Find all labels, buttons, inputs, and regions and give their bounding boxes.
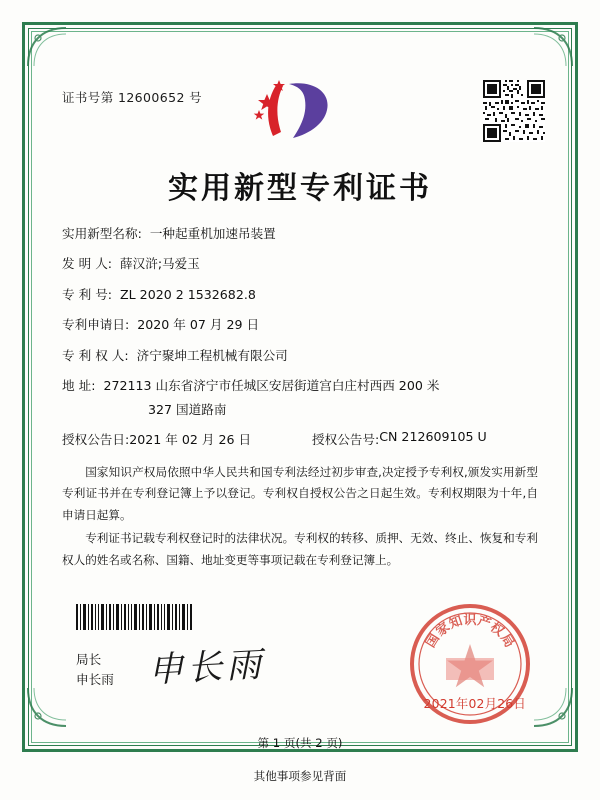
- corner-ornament-icon: [530, 684, 576, 730]
- field-value: 薛汉浒;马爱玉: [120, 256, 200, 272]
- director-label-line1: 局长: [76, 652, 102, 667]
- seal-date: 2021年02月26日: [423, 696, 526, 711]
- svg-text:局: 局: [497, 631, 517, 651]
- field-label: 实用新型名称:: [62, 226, 142, 241]
- director-signature: 申长雨: [147, 644, 267, 692]
- corner-ornament-icon: [530, 24, 576, 70]
- field-label: 授权公告日:: [62, 432, 130, 448]
- certificate-number: 证书号第 12600652 号: [62, 90, 203, 105]
- footnote: 其他事项参见背面: [253, 769, 347, 783]
- field-value: 272113 山东省济宁市任城区安居街道宫白庄村西西 200 米: [103, 377, 440, 393]
- legal-text-block: [62, 462, 538, 573]
- svg-text:国: 国: [423, 631, 443, 651]
- svg-text:产: 产: [475, 613, 493, 633]
- certificate-fields: [62, 225, 542, 460]
- address-continuation: 327 国道路南: [148, 402, 227, 418]
- barcode-icon: [76, 604, 194, 630]
- field-value: 2020 年 07 月 29 日: [137, 317, 260, 333]
- field-value: CN 212609105 U: [379, 429, 487, 445]
- field-label: 专利申请日:: [62, 317, 130, 333]
- field-row-utility-model-name: [62, 225, 542, 244]
- field-label: 专 利 号:: [62, 286, 113, 302]
- page-number: 第 1 页(共 2 页): [257, 736, 343, 750]
- field-label: 授权公告号:: [312, 432, 380, 448]
- director-label-line2: 申长雨: [76, 671, 114, 687]
- svg-text:识: 识: [463, 613, 477, 628]
- svg-text:家: 家: [433, 619, 453, 640]
- field-label: 发 明 人:: [62, 256, 113, 272]
- legal-paragraph: 国家知识产权局依照中华人民共和国专利法经过初步审查,决定授予专利权,颁发实用新型专利证书并在专利登记簿上予以登记。专利权自授权公告之日起生效。专利权期限为十年,自申请日起算。: [62, 465, 538, 522]
- field-grant-date: [62, 429, 312, 448]
- field-row-patent-number: [62, 286, 542, 305]
- field-value: ZL 2020 2 1532682.8: [120, 286, 256, 302]
- page-title: 实用新型专利证书: [168, 171, 432, 206]
- corner-ornament-icon: [24, 684, 70, 730]
- svg-text:知: 知: [447, 613, 465, 633]
- field-row-application-date: [62, 316, 542, 335]
- field-grant-number: [312, 429, 487, 448]
- field-row-address: [62, 377, 542, 396]
- field-row-patentee: [62, 347, 542, 366]
- field-value: 2021 年 02 月 26 日: [129, 432, 252, 448]
- field-value: 济宁聚坤工程机械有限公司: [136, 347, 288, 363]
- field-value: 一种起重机加速吊装置: [149, 226, 276, 241]
- svg-text:权: 权: [487, 619, 507, 640]
- qr-code-icon: [483, 80, 545, 146]
- field-label: 地 址:: [62, 377, 96, 393]
- cnipa-logo-icon: [243, 76, 339, 142]
- legal-paragraph: 专利证书记载专利权登记时的法律状况。专利权的转移、质押、无效、终止、恢复和专利权人的姓名或名称、国籍、地址变更等事项记载在专利登记簿上。: [62, 531, 538, 567]
- field-row-inventor: [62, 255, 542, 274]
- director-label-block: [76, 650, 114, 689]
- field-row-grant-info: [62, 429, 542, 448]
- corner-ornament-icon: [24, 24, 70, 70]
- field-label: 专 利 权 人:: [62, 347, 129, 363]
